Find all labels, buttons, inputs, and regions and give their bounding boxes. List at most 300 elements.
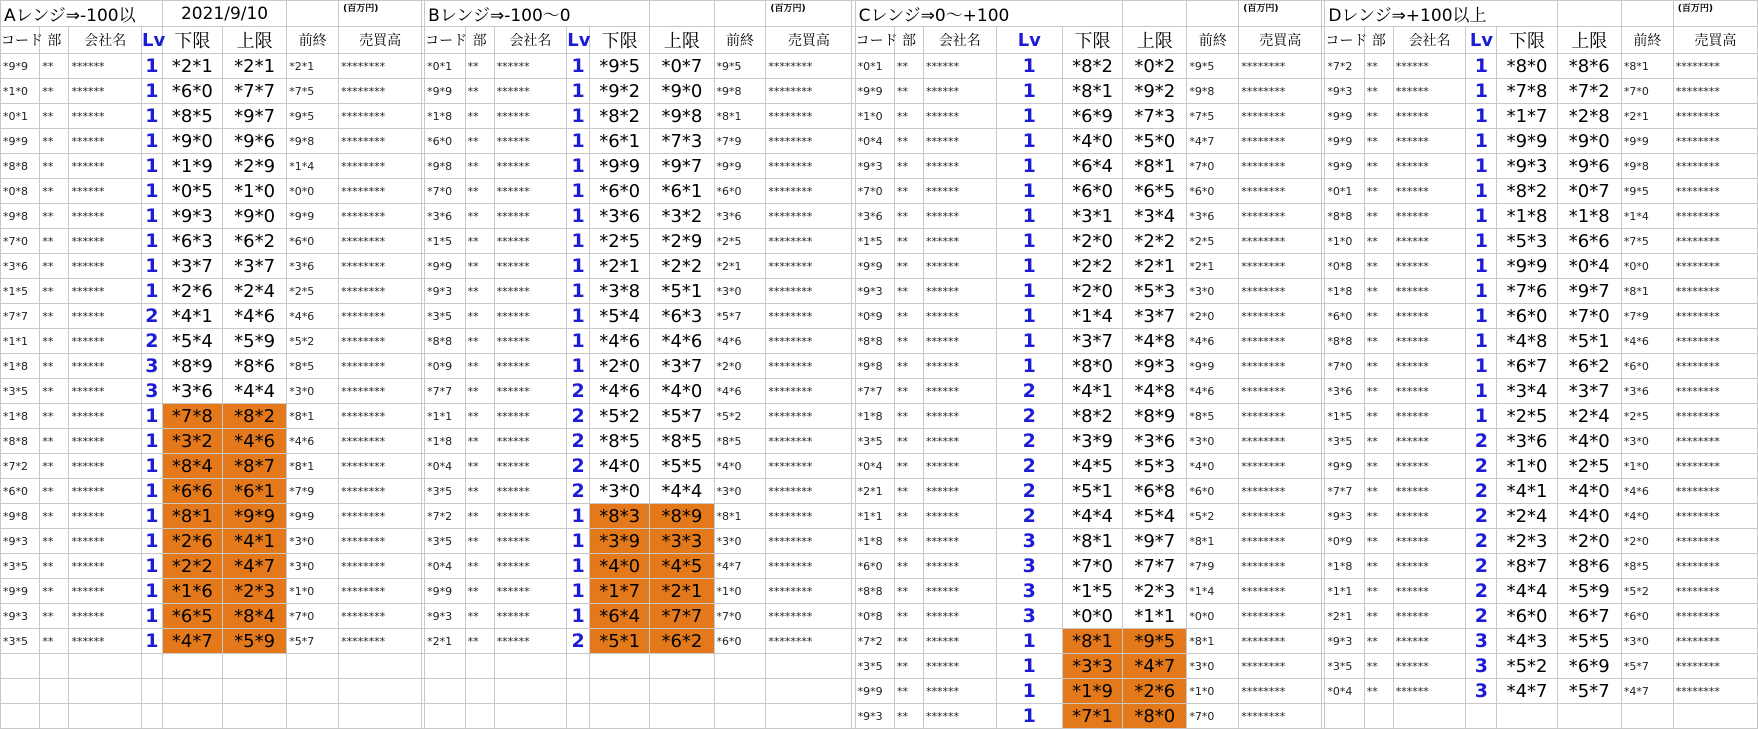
division-cell[interactable]: ** bbox=[894, 479, 923, 504]
lv-cell[interactable]: 1 bbox=[567, 54, 590, 79]
volume-cell[interactable]: ******** bbox=[1239, 629, 1322, 654]
prev-close-cell[interactable]: *4*6 bbox=[287, 304, 339, 329]
lower-cell[interactable]: *5*2 bbox=[1497, 654, 1557, 679]
lv-cell[interactable]: 1 bbox=[567, 229, 590, 254]
lv-cell[interactable]: 1 bbox=[996, 629, 1062, 654]
volume-cell[interactable] bbox=[339, 704, 422, 729]
lower-cell[interactable]: *1*9 bbox=[162, 154, 222, 179]
prev-close-cell[interactable]: *9*5 bbox=[1187, 54, 1239, 79]
lower-cell[interactable]: *6*6 bbox=[162, 479, 222, 504]
company-cell[interactable]: ****** bbox=[924, 129, 997, 154]
header-upper[interactable]: 上限 bbox=[1557, 27, 1621, 54]
lower-cell[interactable]: *2*6 bbox=[162, 529, 222, 554]
lower-cell[interactable]: *2*5 bbox=[590, 229, 650, 254]
lv-cell[interactable] bbox=[567, 704, 590, 729]
division-cell[interactable]: ** bbox=[894, 154, 923, 179]
division-cell[interactable]: ** bbox=[40, 329, 69, 354]
prev-close-cell[interactable]: *5*2 bbox=[1187, 504, 1239, 529]
code-cell[interactable] bbox=[425, 679, 465, 704]
volume-cell[interactable]: ******** bbox=[339, 354, 422, 379]
division-cell[interactable]: ** bbox=[465, 329, 494, 354]
volume-cell[interactable]: ******** bbox=[339, 429, 422, 454]
upper-cell[interactable]: *9*6 bbox=[222, 129, 286, 154]
empty-cell[interactable] bbox=[650, 1, 714, 27]
lower-cell[interactable]: *9*0 bbox=[162, 129, 222, 154]
lv-cell[interactable]: 1 bbox=[1466, 179, 1497, 204]
company-cell[interactable]: ****** bbox=[69, 604, 142, 629]
prev-close-cell[interactable]: *8*1 bbox=[287, 454, 339, 479]
lv-cell[interactable]: 3 bbox=[996, 554, 1062, 579]
prev-close-cell[interactable] bbox=[714, 654, 766, 679]
code-cell[interactable]: *3*5 bbox=[1325, 654, 1364, 679]
lower-cell[interactable]: *6*0 bbox=[1497, 304, 1557, 329]
prev-close-cell[interactable]: *4*7 bbox=[1187, 129, 1239, 154]
volume-cell[interactable]: ******** bbox=[1239, 179, 1322, 204]
upper-cell[interactable]: *5*1 bbox=[1557, 329, 1621, 354]
code-cell[interactable]: *3*6 bbox=[1, 254, 40, 279]
company-cell[interactable] bbox=[1393, 704, 1466, 729]
lv-cell[interactable]: 1 bbox=[142, 454, 163, 479]
upper-cell[interactable]: *5*9 bbox=[222, 329, 286, 354]
division-cell[interactable]: ** bbox=[465, 79, 494, 104]
code-cell[interactable]: *6*0 bbox=[855, 554, 894, 579]
division-cell[interactable]: ** bbox=[465, 54, 494, 79]
code-cell[interactable]: *9*8 bbox=[1, 204, 40, 229]
upper-cell[interactable]: *9*7 bbox=[1557, 279, 1621, 304]
prev-close-cell[interactable]: *9*9 bbox=[1187, 354, 1239, 379]
division-cell[interactable]: ** bbox=[894, 229, 923, 254]
code-cell[interactable]: *7*2 bbox=[1, 454, 40, 479]
prev-close-cell[interactable]: *3*0 bbox=[714, 529, 766, 554]
lower-cell[interactable]: *8*5 bbox=[590, 429, 650, 454]
company-cell[interactable]: ****** bbox=[494, 629, 567, 654]
division-cell[interactable]: ** bbox=[894, 679, 923, 704]
lower-cell[interactable]: *4*0 bbox=[590, 454, 650, 479]
company-cell[interactable]: ****** bbox=[924, 454, 997, 479]
company-cell[interactable] bbox=[494, 654, 567, 679]
lower-cell[interactable]: *6*1 bbox=[590, 129, 650, 154]
header-code[interactable]: コード bbox=[1, 27, 40, 54]
company-cell[interactable] bbox=[69, 679, 142, 704]
code-cell[interactable]: *0*4 bbox=[855, 454, 894, 479]
prev-close-cell[interactable]: *8*1 bbox=[287, 404, 339, 429]
lv-cell[interactable]: 3 bbox=[1466, 654, 1497, 679]
volume-cell[interactable]: ******** bbox=[1239, 579, 1322, 604]
lv-cell[interactable]: 1 bbox=[142, 104, 163, 129]
upper-cell[interactable]: *7*7 bbox=[222, 79, 286, 104]
lower-cell[interactable]: *2*2 bbox=[162, 554, 222, 579]
lower-cell[interactable]: *5*4 bbox=[162, 329, 222, 354]
prev-close-cell[interactable]: *3*0 bbox=[1187, 429, 1239, 454]
upper-cell[interactable]: *8*6 bbox=[222, 354, 286, 379]
code-cell[interactable]: *9*9 bbox=[1, 54, 40, 79]
lower-cell[interactable]: *4*0 bbox=[1062, 129, 1122, 154]
lv-cell[interactable]: 2 bbox=[996, 404, 1062, 429]
volume-cell[interactable]: ******** bbox=[1673, 629, 1757, 654]
code-cell[interactable]: *1*5 bbox=[1, 279, 40, 304]
header-lower[interactable]: 下限 bbox=[1497, 27, 1557, 54]
upper-cell[interactable]: *5*4 bbox=[1123, 504, 1187, 529]
division-cell[interactable]: ** bbox=[1364, 479, 1393, 504]
lv-cell[interactable]: 2 bbox=[567, 454, 590, 479]
lower-cell[interactable]: *3*7 bbox=[162, 254, 222, 279]
division-cell[interactable]: ** bbox=[465, 379, 494, 404]
upper-cell[interactable]: *6*6 bbox=[1557, 229, 1621, 254]
code-cell[interactable]: *8*8 bbox=[1325, 204, 1364, 229]
upper-cell[interactable]: *9*9 bbox=[222, 504, 286, 529]
code-cell[interactable]: *1*8 bbox=[425, 429, 465, 454]
upper-cell[interactable]: *7*7 bbox=[650, 604, 714, 629]
upper-cell[interactable]: *7*3 bbox=[650, 129, 714, 154]
volume-cell[interactable]: ******** bbox=[1673, 454, 1757, 479]
prev-close-cell[interactable]: *8*1 bbox=[714, 104, 766, 129]
volume-cell[interactable]: ******** bbox=[339, 54, 422, 79]
upper-cell[interactable]: *2*2 bbox=[1123, 229, 1187, 254]
lower-cell[interactable]: *5*4 bbox=[590, 304, 650, 329]
volume-cell[interactable]: ******** bbox=[766, 104, 852, 129]
upper-cell[interactable]: *4*6 bbox=[222, 429, 286, 454]
lower-cell[interactable]: *4*0 bbox=[590, 554, 650, 579]
company-cell[interactable]: ****** bbox=[69, 579, 142, 604]
division-cell[interactable]: ** bbox=[40, 629, 69, 654]
lv-cell[interactable] bbox=[567, 654, 590, 679]
upper-cell[interactable]: *3*7 bbox=[1557, 379, 1621, 404]
company-cell[interactable]: ****** bbox=[1393, 579, 1466, 604]
volume-cell[interactable]: ******** bbox=[339, 204, 422, 229]
code-cell[interactable]: *9*9 bbox=[1325, 454, 1364, 479]
lv-cell[interactable]: 1 bbox=[142, 429, 163, 454]
division-cell[interactable]: ** bbox=[894, 529, 923, 554]
company-cell[interactable]: ****** bbox=[69, 279, 142, 304]
lower-cell[interactable]: *6*9 bbox=[1062, 104, 1122, 129]
upper-cell[interactable]: *6*9 bbox=[1557, 654, 1621, 679]
upper-cell[interactable]: *4*5 bbox=[650, 554, 714, 579]
company-cell[interactable] bbox=[69, 654, 142, 679]
prev-close-cell[interactable]: *6*0 bbox=[714, 179, 766, 204]
header-prev-close[interactable]: 前終 bbox=[1621, 27, 1673, 54]
lower-cell[interactable]: *7*8 bbox=[162, 404, 222, 429]
prev-close-cell[interactable]: *4*6 bbox=[1187, 329, 1239, 354]
company-cell[interactable]: ****** bbox=[69, 354, 142, 379]
volume-cell[interactable]: ******** bbox=[766, 479, 852, 504]
volume-cell[interactable]: ******** bbox=[1239, 529, 1322, 554]
company-cell[interactable] bbox=[494, 679, 567, 704]
company-cell[interactable]: ****** bbox=[924, 579, 997, 604]
company-cell[interactable]: ****** bbox=[1393, 154, 1466, 179]
code-cell[interactable]: *0*8 bbox=[855, 604, 894, 629]
prev-close-cell[interactable] bbox=[287, 654, 339, 679]
company-cell[interactable]: ****** bbox=[924, 154, 997, 179]
lower-cell[interactable]: *2*4 bbox=[1497, 504, 1557, 529]
division-cell[interactable]: ** bbox=[1364, 504, 1393, 529]
division-cell[interactable]: ** bbox=[40, 279, 69, 304]
company-cell[interactable]: ****** bbox=[1393, 529, 1466, 554]
volume-cell[interactable]: ******** bbox=[1239, 479, 1322, 504]
upper-cell[interactable]: *4*4 bbox=[222, 379, 286, 404]
volume-cell[interactable]: ******** bbox=[339, 79, 422, 104]
upper-cell[interactable]: *2*3 bbox=[1123, 579, 1187, 604]
division-cell[interactable]: ** bbox=[40, 554, 69, 579]
upper-cell[interactable]: *5*5 bbox=[650, 454, 714, 479]
lv-cell[interactable]: 1 bbox=[996, 704, 1062, 729]
code-cell[interactable]: *7*7 bbox=[425, 379, 465, 404]
division-cell[interactable]: ** bbox=[1364, 304, 1393, 329]
code-cell[interactable]: *9*9 bbox=[855, 254, 894, 279]
company-cell[interactable]: ****** bbox=[924, 404, 997, 429]
unit-label-c[interactable]: (百万円) bbox=[1239, 1, 1322, 27]
header-lv[interactable]: Lv bbox=[1466, 27, 1497, 54]
prev-close-cell[interactable]: *1*0 bbox=[1621, 454, 1673, 479]
volume-cell[interactable]: ******** bbox=[339, 104, 422, 129]
header-code[interactable]: コード bbox=[425, 27, 465, 54]
lv-cell[interactable] bbox=[142, 654, 163, 679]
company-cell[interactable]: ****** bbox=[69, 54, 142, 79]
upper-cell[interactable]: *6*8 bbox=[1123, 479, 1187, 504]
company-cell[interactable]: ****** bbox=[1393, 379, 1466, 404]
code-cell[interactable]: *9*9 bbox=[425, 79, 465, 104]
volume-cell[interactable]: ******** bbox=[1673, 179, 1757, 204]
division-cell[interactable]: ** bbox=[40, 79, 69, 104]
lv-cell[interactable]: 2 bbox=[1466, 579, 1497, 604]
lower-cell[interactable]: *6*0 bbox=[162, 79, 222, 104]
upper-cell[interactable]: *5*9 bbox=[1557, 579, 1621, 604]
volume-cell[interactable]: ******** bbox=[339, 329, 422, 354]
lv-cell[interactable] bbox=[142, 704, 163, 729]
upper-cell[interactable]: *0*7 bbox=[1557, 179, 1621, 204]
volume-cell[interactable]: ******** bbox=[339, 304, 422, 329]
lower-cell[interactable]: *5*2 bbox=[590, 404, 650, 429]
prev-close-cell[interactable]: *4*6 bbox=[1187, 379, 1239, 404]
lv-cell[interactable]: 1 bbox=[142, 479, 163, 504]
lv-cell[interactable]: 1 bbox=[567, 279, 590, 304]
lv-cell[interactable]: 1 bbox=[1466, 254, 1497, 279]
volume-cell[interactable]: ******** bbox=[766, 629, 852, 654]
lower-cell[interactable]: *0*0 bbox=[1062, 604, 1122, 629]
lv-cell[interactable]: 1 bbox=[996, 679, 1062, 704]
lv-cell[interactable]: 1 bbox=[996, 304, 1062, 329]
prev-close-cell[interactable] bbox=[287, 679, 339, 704]
upper-cell[interactable] bbox=[222, 654, 286, 679]
division-cell[interactable] bbox=[465, 679, 494, 704]
code-cell[interactable]: *3*5 bbox=[1325, 429, 1364, 454]
company-cell[interactable]: ****** bbox=[69, 104, 142, 129]
code-cell[interactable] bbox=[425, 704, 465, 729]
lower-cell[interactable]: *9*9 bbox=[1497, 129, 1557, 154]
volume-cell[interactable]: ******** bbox=[1239, 679, 1322, 704]
code-cell[interactable]: *3*6 bbox=[1325, 379, 1364, 404]
volume-cell[interactable]: ******** bbox=[339, 504, 422, 529]
upper-cell[interactable]: *2*2 bbox=[650, 254, 714, 279]
upper-cell[interactable]: *3*7 bbox=[650, 354, 714, 379]
lower-cell[interactable]: *6*4 bbox=[1062, 154, 1122, 179]
lower-cell[interactable]: *8*7 bbox=[1497, 554, 1557, 579]
volume-cell[interactable]: ******** bbox=[339, 254, 422, 279]
lower-cell[interactable]: *4*8 bbox=[1497, 329, 1557, 354]
company-cell[interactable]: ****** bbox=[494, 254, 567, 279]
lower-cell[interactable]: *2*1 bbox=[162, 54, 222, 79]
code-cell[interactable]: *9*3 bbox=[855, 279, 894, 304]
header-company[interactable]: 会社名 bbox=[494, 27, 567, 54]
code-cell[interactable]: *3*5 bbox=[425, 304, 465, 329]
company-cell[interactable]: ****** bbox=[69, 529, 142, 554]
section-c-title[interactable]: Cレンジ⇒0～+100 bbox=[855, 1, 1123, 27]
volume-cell[interactable]: ******** bbox=[339, 279, 422, 304]
lv-cell[interactable]: 1 bbox=[996, 179, 1062, 204]
empty-cell[interactable] bbox=[1187, 1, 1239, 27]
company-cell[interactable]: ****** bbox=[1393, 454, 1466, 479]
prev-close-cell[interactable]: *3*6 bbox=[714, 204, 766, 229]
upper-cell[interactable]: *4*8 bbox=[1123, 379, 1187, 404]
volume-cell[interactable]: ******** bbox=[1673, 529, 1757, 554]
division-cell[interactable]: ** bbox=[465, 304, 494, 329]
lower-cell[interactable]: *5*1 bbox=[1062, 479, 1122, 504]
lv-cell[interactable]: 1 bbox=[1466, 404, 1497, 429]
lv-cell[interactable] bbox=[1466, 704, 1497, 729]
code-cell[interactable]: *9*9 bbox=[1325, 104, 1364, 129]
volume-cell[interactable]: ******** bbox=[1673, 204, 1757, 229]
division-cell[interactable]: ** bbox=[894, 179, 923, 204]
division-cell[interactable]: ** bbox=[465, 104, 494, 129]
upper-cell[interactable]: *3*6 bbox=[1123, 429, 1187, 454]
code-cell[interactable]: *9*3 bbox=[1325, 629, 1364, 654]
lv-cell[interactable]: 1 bbox=[1466, 229, 1497, 254]
division-cell[interactable] bbox=[1364, 704, 1393, 729]
prev-close-cell[interactable]: *3*6 bbox=[1621, 379, 1673, 404]
volume-cell[interactable]: ******** bbox=[339, 604, 422, 629]
lower-cell[interactable]: *8*2 bbox=[1062, 54, 1122, 79]
volume-cell[interactable]: ******** bbox=[1239, 204, 1322, 229]
header-prev-close[interactable]: 前終 bbox=[714, 27, 766, 54]
header-lower[interactable]: 下限 bbox=[590, 27, 650, 54]
lower-cell[interactable]: *4*5 bbox=[1062, 454, 1122, 479]
upper-cell[interactable] bbox=[650, 679, 714, 704]
lv-cell[interactable]: 1 bbox=[1466, 279, 1497, 304]
prev-close-cell[interactable]: *9*9 bbox=[714, 154, 766, 179]
code-cell[interactable]: *1*0 bbox=[1325, 229, 1364, 254]
prev-close-cell[interactable]: *7*9 bbox=[287, 479, 339, 504]
company-cell[interactable]: ****** bbox=[1393, 679, 1466, 704]
company-cell[interactable]: ****** bbox=[924, 604, 997, 629]
header-division[interactable]: 部 bbox=[465, 27, 494, 54]
prev-close-cell[interactable]: *4*6 bbox=[1621, 479, 1673, 504]
division-cell[interactable]: ** bbox=[40, 479, 69, 504]
header-volume[interactable]: 売買高 bbox=[766, 27, 852, 54]
company-cell[interactable]: ****** bbox=[1393, 204, 1466, 229]
prev-close-cell[interactable]: *3*6 bbox=[287, 254, 339, 279]
volume-cell[interactable]: ******** bbox=[766, 504, 852, 529]
upper-cell[interactable]: *9*6 bbox=[1557, 154, 1621, 179]
upper-cell[interactable]: *8*5 bbox=[650, 429, 714, 454]
volume-cell[interactable] bbox=[766, 679, 852, 704]
code-cell[interactable]: *8*8 bbox=[1325, 329, 1364, 354]
volume-cell[interactable]: ******** bbox=[339, 554, 422, 579]
company-cell[interactable]: ****** bbox=[1393, 604, 1466, 629]
volume-cell[interactable]: ******** bbox=[1673, 679, 1757, 704]
prev-close-cell[interactable]: *6*0 bbox=[1187, 479, 1239, 504]
prev-close-cell[interactable]: *7*5 bbox=[287, 79, 339, 104]
code-cell[interactable]: *9*9 bbox=[855, 679, 894, 704]
company-cell[interactable]: ****** bbox=[69, 504, 142, 529]
lower-cell[interactable]: *4*4 bbox=[1062, 504, 1122, 529]
division-cell[interactable]: ** bbox=[894, 554, 923, 579]
company-cell[interactable]: ****** bbox=[494, 454, 567, 479]
code-cell[interactable]: *9*3 bbox=[855, 704, 894, 729]
code-cell[interactable]: *9*3 bbox=[1, 604, 40, 629]
prev-close-cell[interactable]: *9*9 bbox=[287, 204, 339, 229]
prev-close-cell[interactable]: *2*1 bbox=[1187, 254, 1239, 279]
upper-cell[interactable]: *5*3 bbox=[1123, 279, 1187, 304]
division-cell[interactable]: ** bbox=[465, 254, 494, 279]
code-cell[interactable] bbox=[1, 654, 40, 679]
prev-close-cell[interactable]: *4*0 bbox=[714, 454, 766, 479]
lv-cell[interactable]: 1 bbox=[567, 529, 590, 554]
volume-cell[interactable]: ******** bbox=[1673, 379, 1757, 404]
lower-cell[interactable]: *3*9 bbox=[1062, 429, 1122, 454]
lv-cell[interactable]: 1 bbox=[142, 579, 163, 604]
division-cell[interactable]: ** bbox=[465, 604, 494, 629]
section-a-title[interactable]: Aレンジ⇒-100以 bbox=[1, 1, 163, 27]
lv-cell[interactable]: 2 bbox=[1466, 454, 1497, 479]
division-cell[interactable]: ** bbox=[40, 229, 69, 254]
code-cell[interactable]: *0*8 bbox=[1, 179, 40, 204]
company-cell[interactable]: ****** bbox=[924, 479, 997, 504]
lv-cell[interactable]: 1 bbox=[1466, 54, 1497, 79]
prev-close-cell[interactable]: *3*0 bbox=[1621, 629, 1673, 654]
lower-cell[interactable]: *3*8 bbox=[590, 279, 650, 304]
prev-close-cell[interactable]: *1*0 bbox=[714, 579, 766, 604]
company-cell[interactable]: ****** bbox=[1393, 504, 1466, 529]
volume-cell[interactable]: ******** bbox=[766, 529, 852, 554]
company-cell[interactable]: ****** bbox=[924, 279, 997, 304]
lower-cell[interactable] bbox=[162, 679, 222, 704]
date-cell[interactable]: 2021/9/10 bbox=[162, 1, 286, 27]
lv-cell[interactable]: 2 bbox=[567, 479, 590, 504]
lower-cell[interactable]: *2*2 bbox=[1062, 254, 1122, 279]
division-cell[interactable]: ** bbox=[894, 204, 923, 229]
prev-close-cell[interactable]: *4*7 bbox=[714, 554, 766, 579]
volume-cell[interactable]: ******** bbox=[1673, 229, 1757, 254]
volume-cell[interactable]: ******** bbox=[339, 379, 422, 404]
upper-cell[interactable]: *4*7 bbox=[1123, 654, 1187, 679]
volume-cell[interactable]: ******** bbox=[1673, 129, 1757, 154]
company-cell[interactable]: ****** bbox=[494, 404, 567, 429]
upper-cell[interactable]: *4*0 bbox=[1557, 504, 1621, 529]
lv-cell[interactable] bbox=[142, 679, 163, 704]
prev-close-cell[interactable]: *4*7 bbox=[1621, 679, 1673, 704]
division-cell[interactable]: ** bbox=[465, 154, 494, 179]
lv-cell[interactable]: 1 bbox=[567, 154, 590, 179]
upper-cell[interactable]: *2*3 bbox=[222, 579, 286, 604]
prev-close-cell[interactable]: *6*0 bbox=[1621, 604, 1673, 629]
header-code[interactable]: コード bbox=[1325, 27, 1364, 54]
upper-cell[interactable]: *5*7 bbox=[650, 404, 714, 429]
code-cell[interactable]: *1*8 bbox=[425, 104, 465, 129]
upper-cell[interactable]: *4*0 bbox=[1557, 479, 1621, 504]
volume-cell[interactable]: ******** bbox=[1673, 104, 1757, 129]
volume-cell[interactable]: ******** bbox=[339, 454, 422, 479]
upper-cell[interactable]: *5*3 bbox=[1123, 454, 1187, 479]
upper-cell[interactable]: *8*9 bbox=[650, 504, 714, 529]
division-cell[interactable]: ** bbox=[894, 379, 923, 404]
prev-close-cell[interactable]: *7*0 bbox=[1621, 79, 1673, 104]
division-cell[interactable]: ** bbox=[894, 404, 923, 429]
code-cell[interactable]: *2*1 bbox=[1325, 604, 1364, 629]
volume-cell[interactable]: ******** bbox=[1673, 504, 1757, 529]
company-cell[interactable]: ****** bbox=[69, 254, 142, 279]
code-cell[interactable]: *9*9 bbox=[1325, 129, 1364, 154]
volume-cell[interactable] bbox=[339, 654, 422, 679]
upper-cell[interactable]: *9*8 bbox=[650, 104, 714, 129]
